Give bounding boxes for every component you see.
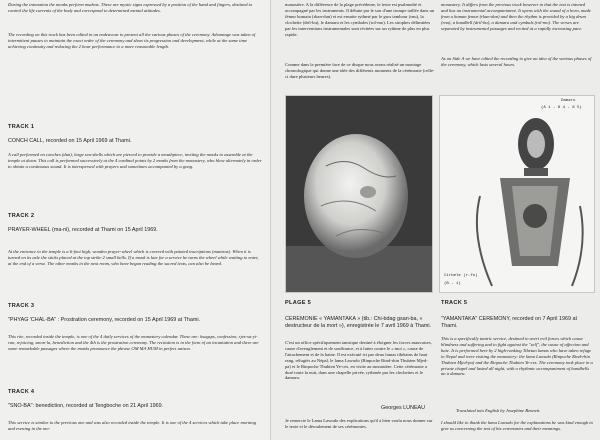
intro-paragraph-2: The recording on this track has been edited in an endeavour to present all the various phases of the ceremony. Advantage was taken of intermittent pauses to maintain the exact order of the ceremony and show its progression and development, while at the same time achieving continuity and reducing the 2 hour performance to a more reasonable length. [8, 32, 256, 49]
damaru-image [440, 96, 594, 292]
track-4-label: TRACK 4 [8, 389, 35, 395]
track-5-body: This is a specifically tantric service, destined to avert evil forces which cause blindness and suffering and to fight against the "self", the cause of affection and hate. It is performed here by 2 high-ranking Tibetan lamas who have taken refuge in Nepal and were visiting the monastery: the lama Lawudo (Rinpoche Rind-rhin Thubten Mjed-pa) and the Rinpoche Thubten Ye-ces. The ceremony took place in a private chapel and lasted all night, with a rhythmic accompaniment of handbells an a damaru. [441, 336, 593, 377]
french-intro: manastère. A la différence de la plage précédente, le texte est psalmodié et accompagné par les instruments. Il débute par le son d'une trompe taillée dans un fémur humain (rkan-dun) et est ensuite rythmé par le gros tambour (rnu), la clochette (dril-bu), le damaru et les cymbales (rol-mo). Les strophes délimitées par les interventions instrumentales sont récitées sur un rythme de plus en plus rapide. [285, 2, 435, 37]
track-5-label: TRACK 5 [441, 300, 468, 306]
track-3-label: TRACK 3 [8, 303, 35, 309]
intro-paragraph: During the intonation the monks perform mudras. These are mystic signs expressed by a position of the hand and fingers, destined to control the life currents of the body and correspond to determined mental attitudes. [8, 2, 253, 13]
french-intro-2: Comme dans la première face de ce disque nous avons réalisé un montage chronologique qui donne une idée des différents moments de la cérémonie (celle-ci dure plusieurs heures). [285, 62, 435, 79]
photo-skull-drum [285, 95, 433, 293]
track-1-label: TRACK 1 [8, 124, 35, 130]
left-page [0, 0, 271, 440]
cymbal-caption-code: (B - 1) [444, 282, 461, 286]
plage-5-title: CEREMONIE « YAMANTAKA » (tib.: Chi-bdag gsan-ba, « destructeur de la mort »), enregistrée le 7 avril 1969 à Thami. [285, 316, 432, 329]
right-page [271, 0, 600, 440]
plage-5-label: PLAGE 5 [285, 300, 312, 306]
plage-5-body: C'est un office spécifiquement tantrique destiné à éloigner les forces mauvaises, cause d'aveuglement et de souffrance, et à lutter contre le « moi », cause de l'attachement et de la haine. Il est exécuté ici par deux lamas tibétains de haut rang, réfugiés au Népal, le lama Lawudo (Rinpoche Rind-rhin Thubten Mjed-pa) et le Rinpoche Thubten Ye-ces, en visite au monastère. Cette cérémonie a duré toute la nuit, dans une chapelle privée, rythmée par les clochettes et le damaru. [285, 340, 432, 381]
photo-damaru [439, 95, 595, 293]
plage-5-footnote: Je remercie le Lama Lawudo des explications qu'il a bien voulu nous donner sur le texte et le déroulement de ses cérémonies. [285, 418, 433, 429]
track-2-title: PRAYER-WHEEL (ma-ni), recorded at Thami on 15 April 1969. [8, 227, 158, 233]
cymbal-caption: Cirbele (r-fo) [444, 274, 478, 278]
english-intro: monastery. It differs from the previous track however in that the text is intoned and has an instrumental accompaniment. It opens with the sound of a horn, made from a human femur (rkan-dun) and then the rhythm is provided by a big drum (rna), a handbell (dril-bu), a damaru and cymbals (rol-mo). The verses are separated by instrumental passages and recited at a rapidly increasing pace. [441, 2, 591, 31]
skull-drum-image [286, 96, 432, 292]
track-5-footnote: I should like to thank the lama Lawudo for the explanations he was kind enough to give us concerning the text of his ceremonies and their meanings. [441, 420, 593, 431]
track-3-title: "PHYAG 'CHAL-BA" : Prostration ceremony, recorded on 15 April 1969 at Thami. [8, 317, 201, 323]
track-2-body: At the entrance to the temple is a 6-foot high, wooden prayer-wheel which is covered with painted inscriptions (mantras). When it is turned on its axle the sticks placed at the top strike 2 small bells. If a monk is late for a service he turns the wheel while waiting to enter, at the end of a verse. The other monks in the next room, who have begun reading the sacred texts, can also be heard. [8, 249, 259, 266]
track-5-title: "YAMANTAKA" CEREMONY, recorded on 7 April 1969 at Thami. [441, 316, 577, 329]
plage-5-author: Georges LUNEAU [381, 405, 426, 411]
english-intro-2: As on Side A we have edited the recording to give an idea of the various phases of the ceremony, which lasts several hours. [441, 56, 592, 67]
track-3-body: This rite, recorded inside the temple, is one of the 4 daily services of the monastery calendar. These are: hsagsps, confession, rjes-su-yi-ran, rejoicing, smon-la, benediction and the 4th is the prostration ceremony. The recitation is in the form of an incantation and there are some remarkable passages where the monks pronounce the phrase OM MA HUM in perfect unison. [8, 334, 259, 351]
track-2-label: TRACK 2 [8, 213, 35, 219]
track-1-title: CONCH CALL, recorded on 15 April 1969 at Thami. [8, 138, 132, 144]
track-4-title: "SNO-BA": benediction, recorded at Tengboche on 21 April 1969. [8, 403, 164, 409]
track-1-body: A call performed on conches (dun), large sea-shells which are pierced to provide a mouthpiece, inviting the monks to assemble at the temple at dawn. This call is performed successively at the 4 cardinal points by 2 monks from the monastery, who blow alternately in order to obtain a continuous sound. It is interspersed with prayers and sometimes accompanied by a gong. [8, 152, 262, 169]
translation-credit: Translated into English by Josephine Bennett. [456, 408, 541, 413]
track-4-body: This service is similar to the previous one and was also recorded inside the temple. It is one of the 4 services which take place morning and evening in the mo- [8, 420, 257, 431]
damaru-caption: Damaru [561, 99, 576, 103]
damaru-caption-code: (A 1 - 8 4 - 8 5) [541, 106, 582, 110]
